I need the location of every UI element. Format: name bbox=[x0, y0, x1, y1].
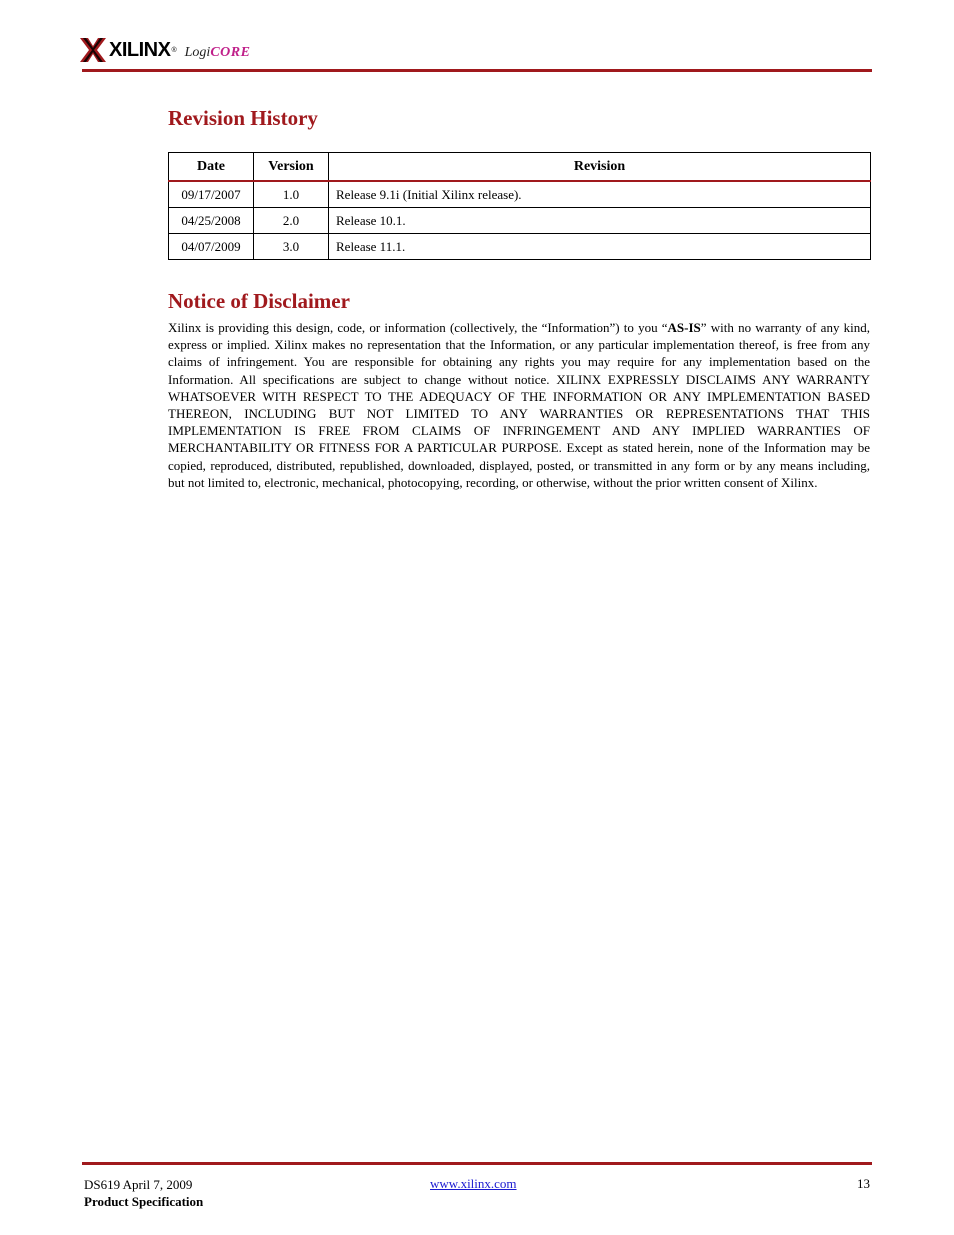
column-header-date: Date bbox=[169, 153, 254, 182]
registered-mark: ® bbox=[171, 46, 177, 54]
row-revision: Release 10.1. bbox=[329, 208, 871, 234]
revision-table bbox=[168, 152, 871, 260]
xilinx-x-icon bbox=[80, 38, 106, 62]
row-version: 1.0 bbox=[254, 181, 329, 208]
footer-divider bbox=[82, 1162, 872, 1165]
page-number: 13 bbox=[857, 1176, 870, 1191]
column-header-revision: Revision bbox=[329, 153, 871, 182]
row-date: 09/17/2007 bbox=[169, 181, 254, 208]
row-revision: Release 9.1i (Initial Xilinx release). bbox=[329, 181, 871, 208]
row-version: 3.0 bbox=[254, 234, 329, 260]
footer-doc-info bbox=[84, 1176, 203, 1210]
header-divider bbox=[82, 69, 872, 72]
row-date: 04/25/2008 bbox=[169, 208, 254, 234]
disclaimer-text-before: Xilinx is providing this design, code, or information (collectively, the “Information”) to you “ bbox=[168, 320, 668, 335]
table-row bbox=[169, 234, 871, 260]
xilinx-website-link[interactable]: www.xilinx.com bbox=[430, 1176, 517, 1191]
row-revision: Release 11.1. bbox=[329, 234, 871, 260]
table-header-row bbox=[169, 153, 871, 182]
row-version: 2.0 bbox=[254, 208, 329, 234]
footer-doc-type: Product Specification bbox=[84, 1194, 204, 1209]
table-row bbox=[169, 208, 871, 234]
table-row bbox=[169, 181, 871, 208]
logicore-prefix: Logi bbox=[184, 45, 211, 60]
as-is-emphasis: AS-IS bbox=[667, 320, 701, 335]
xilinx-logo bbox=[80, 34, 250, 66]
row-date: 04/07/2009 bbox=[169, 234, 254, 260]
column-header-version: Version bbox=[254, 153, 329, 182]
revision-history-title: Revision History bbox=[168, 106, 318, 130]
disclaimer-text bbox=[168, 319, 870, 491]
page-header bbox=[80, 34, 872, 72]
brand-name: XILINX bbox=[109, 38, 171, 61]
logicore-suffix: CORE bbox=[210, 45, 251, 60]
disclaimer-title: Notice of Disclaimer bbox=[168, 289, 350, 313]
disclaimer-text-after: ” with no warranty of any kind, express or implied. Xilinx makes no representation that the Information, or any particular implementation thereof, is free from any claims of infringement. You are responsible for obtaining any rights you may require for any implementation based on the Information. All specifications are subject to change without notice. XILINX EXPRESSLY DISCLAIMS ANY WARRANTY WHATSOEVER WITH RESPECT TO THE ADEQUACY OF THE INFORMATION OR ANY IMPLEMENTATION BASED THEREON, INCLUDING BUT NOT LIMITED TO ANY WARRANTIES OR REPRESENTATIONS THAT THIS IMPLEMENTATION IS FREE FROM CLAIMS OF INFRINGEMENT AND ANY IMPLIED WARRANTIES OF MERCHANTABILITY OR FITNESS FOR A PARTICULAR PURPOSE. Except as stated herein, none of the Information may be copied, reproduced, distributed, republished, downloaded, displayed, posted, or transmitted in any form or by any means including, but not limited to, electronic, mechanical, photocopying, recording, or otherwise, without the prior written consent of Xilinx. bbox=[168, 320, 871, 490]
logicore-logo bbox=[185, 45, 251, 61]
footer-doc-id: DS619 April 7, 2009 bbox=[84, 1177, 193, 1192]
